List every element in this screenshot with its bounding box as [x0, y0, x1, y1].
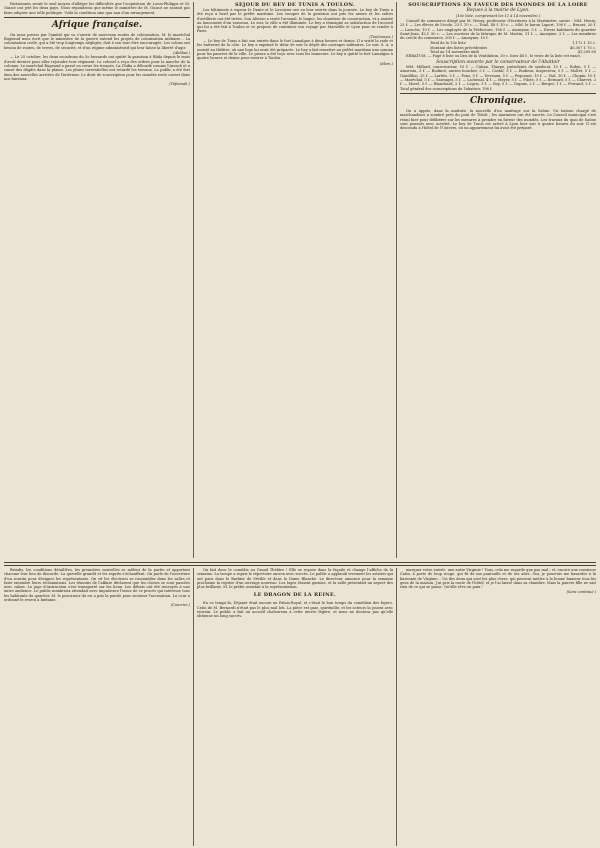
souscriptions-subtitle: Reçues à la mairie de Lyon.: [466, 8, 530, 13]
total-value: 40,307 f. 70 c.: [569, 45, 596, 50]
feuilleton-body-2: On fait donc le comédie au Grand Théâtre ! Elle se repose dans la façade et change l'affiche de la semaine. La troupe a repris le répertoire ancien avec succès. Le public a applaudi vivement les artistes qui ont paru dans le Barbier de Séville et dans la Dame Blanche. Le directeur annonce pour la semaine prochaine la reprise d'un ouvrage nouveau. Les loges étaient garnies, et la salle présentait un aspect des plus brillants. M. le préfet assistait à la représentation.: [197, 568, 393, 590]
afrique-body: On nous presse par l'amitié qui va s'ouvrir de nouveaux routes de colonisation. M. le maréchal Bugeaud nous écrit que le ministère de la guerre entend les projets de colonisation militaire... La colonisation civile, qui a été trop longtemps négligée, doit à son tour être encouragée. Les colons ont besoin de routes, de terres, de sécurité, et d'un régime administratif qui leur laisse la liberté d'agir.: [4, 32, 190, 50]
total-value: 1,172 f. 15 c.: [572, 41, 596, 46]
bey-tunis-body-2: — Le bey de Tunis a fait son entrée dans le fort Lamalgue à deux heures et demie. Il a visité la rade et les batteries de la côte. Le bey a exprimé le désir de voir le dépôt des ouvrages militaires. Le soir, S. A. a assisté au théâtre, où une loge lui avait été préparée. Le bey a fait remettre au préfet maritime une somme pour les pauvres de la ville. Le prince a été reçu avec tous les honneurs. Le bey à quitté le fort Lamalgue à quatre heures et demie pour rentrer à Toulon.: [197, 39, 393, 61]
feuilleton-column-3: [400, 568, 596, 846]
feuilleton-body-3: marquer votre entrée, une autre Virginie ! Tous, cela me regarde que pas mal ; et, encore une comtesse Catin, à porte de loup rouge, qui fit de ma pantoufle et de ses ailes. Oui, je pourrais me hasarder à la baronnie de Virginie... Un des deux qui sont les plus chers, qui peuvent mettre à la bonne humeur tous les gens de la maison. J'ai pris la route de l'hôtel, et je l'ai laissé dans sa chambre. Mais la pauvre fille ne sait rien de ce qui se passe. Qu'elle rêve en paix !: [400, 568, 596, 590]
afrique-signature-2: (Tafnanali.): [169, 82, 190, 87]
feuilleton-column-1: [4, 568, 190, 846]
bey-tunis-body: Les bâtiments à vapeur le Dante et le Lavoisier ont eu leur entrée dans la journée. Le bey de Tunis a été reçu à bord par le préfet maritime. Les troupes de la garnison ont pris les armes et les salves d'artillerie ont été tirées. Son Altesse a visité l'arsenal, le bagne, les chantiers de construction, et a assisté au lancement d'un vaisseau. Le soir, la ville a été illuminée. Le bey a témoigné sa satisfaction de l'accueil qui lui a été fait à Toulon et se propose de continuer son voyage par Marseille et Lyon pour se rendre à Paris.: [197, 8, 393, 34]
afrique-body-2: — Le 25 octobre, les deux escadrons du 5e hussards ont quitté la garnison à Blida depuis le mois d'avril dernier pour aller rejoindre leur régiment. Le colonel a reçu des ordres pour la marche de la colonne. Le maréchal Bugeaud a passé en revue les troupes. La Chifia a débordé comme l'Arrach et a causé des dégâts dans la plaine. Les pluies torrentielles ont retardé les travaux. Le public a été fort ému des nouvelles arrivées de l'intérieur. Le droit de souscription pour les inondés reste ouvert dans nos bureaux.: [4, 55, 190, 81]
abattoir-title: Souscription ouverte par le conservateur de l'Abattoir: [436, 59, 560, 65]
chronique-title: Chronique.: [469, 95, 527, 106]
total-label: Total au 14 novembre midi: [430, 50, 479, 55]
bey-tunis-signature-2: (Idem.): [379, 61, 393, 66]
section-title-afrique: Afrique française.: [51, 19, 143, 30]
total-value: 41,209 80: [577, 50, 596, 55]
souscriptions-body: Conseil de commerce dirigé par M. Henry, professeur d'écritures à la Martinière, savoir : MM. Henry, 25 f. — Les élèves de l'école, 23 f. 10 c. — Total, 48 f. 10 c. — MM. le baron Laport, 100 f. — Brunet, 20 f. — Laroche, 10 f. — Les employés de la Préfecture, 180 f. — Anonyme, 5 f. — Divers habitants du quartier Saint-Jean, 42 f. 50 c. — Les ouvriers de la fabrique de M. Martin, 31 f. — Anonyme, 2 f. — Les membres du cercle du commerce, 200 f. — Anonyme, 10 f.: [400, 19, 596, 41]
feuilleton-signature-1: (Courrier.): [170, 603, 190, 608]
chronique-body: On a appris, dans la matinée, la nouvelle d'un naufrage sur la Saône. Un bateau chargé de marchandises a sombré près du pont de Tilsitt ; les mariniers ont été sauvés. Le Conseil municipal s'est réuni hier pour délibérer sur les mesures à prendre en faveur des inondés. Les travaux du quai de Saône sont poussés avec activité. Le bey de Tunis est arrivé à Lyon hier soir à quatre heures du soir. Il est descendu à l'hôtel de l'Univers, où un appartement lui avait été préparé.: [400, 108, 596, 131]
souscriptions-note: (10e liste, comprenant les 11 à 14 novembre.): [455, 13, 541, 18]
dragon-reine-body: En ce temps-là, Déjanet était encore au Palais-Royal, et c'était le bon temps du comédien des foyers. Celui de M. Bernardi n'était pas le plus mal loti. La pièce est gaie, spirituelle, et les acteurs la jouent avec entrain. Le public a fait un accueil chaleureux à cette œuvre légère, et nous ne doutons pas qu'elle obtienne un long succès.: [197, 601, 393, 619]
feuilleton-column-2: [197, 568, 393, 846]
feuilleton-body-1: Brindis, les conditions détaillées, les premières nouvelles se mêlent de la partie et apportent chacune leur lieu de discorde. La querelle grandit et les esprits s'échauffent. On parle de l'ouverture d'un scrutin pour désigner les représentants. On vit les électeurs se rassembler dans les salles et faire entendre leurs réclamations. Les témoins de l'affaire déclarent que les choses se sont passées avec calme. Le juge d'instruction s'est transporté sur les lieux. Les débats ont été renvoyés à une autre audience. Le public nombreux attendait avec impatience l'issue de ce procès qui intéresse tous les habitants du quartier. M. le procureur du roi a pris la parole pour soutenir l'accusation. La cour a ordonné le renvoi à huitaine.: [4, 568, 190, 603]
bey-tunis-signature: (Toulonnais.): [369, 34, 393, 39]
bey-tunis-title: SÉJOUR DU BEY DE TUNIS A TOULON.: [235, 2, 355, 8]
afrique-signature: (Akhbar.): [173, 51, 190, 56]
lead-paragraph: Parisiennes serait le seul moyen d'alléger les difficultés que l'acquisition de Louis-Philippe et M. Guizot ont jeté les deux pays. Nous répondrons que même le ministère de M. Guizot ne saurait pas faire adopter une telle politique. Voilà la condition sine qua non d'un arrangement.: [4, 2, 190, 15]
abattoir-body: MM. Millard, conservateur, 10 f. — Caban, Tharpe, présidents de syndicat, 15 f. — Robin, 5 f. — Amoreau, 5 f. — Bodinot, ancien boucher, 5 f. — Costal, 5 f. — Rodiens, inspecteur, 5 f. — Mollet, 5 f. — Gaudillon, 25 f. — Larbès, 5 f. — Pons, 5 f. — Deveaux, 5 f. — Pequenot, 10 f. — Vial, 10 f. — Chopin, 10 f. — Maréchal, 5 f. — Sauvaget, 5 f. — Lachenal, 4 f. — Meyer, 5 f. — Pilote, 5 f. — Bernard, 5 f. — Charvet, 2 f. — Morel, 5 f. — Blanchard, 2 f. — Legris, 3 f. — Roy, 5 f. — Dupuis, 2 f. — Berger, 1 f. — Ferrand, 2 f. — Total général des souscriptions de l'abattoir, 198 f.: [400, 65, 596, 91]
totals-block: [400, 41, 596, 54]
souscriptions-title: SOUSCRIPTIONS EN FAVEUR DES INONDÉS DE LA LOIRE: [408, 2, 588, 8]
errata: ERRATUM. — Page 8 liste ou lieu de la Ventilation, 30 c. lisez 40 f., le reste de la liste est exact.: [406, 54, 582, 59]
dragon-reine-title: LE DRAGON DE LA REINE.: [253, 592, 337, 599]
total-label: Total de la 10e liste: [430, 41, 466, 46]
feuilleton-signature-3: (Sera continué.): [566, 590, 596, 595]
total-label: Montant des listes précédentes: [430, 45, 488, 50]
column-1-upper: [4, 2, 190, 558]
column-3-upper: [400, 2, 596, 558]
column-2-upper: [197, 2, 393, 558]
